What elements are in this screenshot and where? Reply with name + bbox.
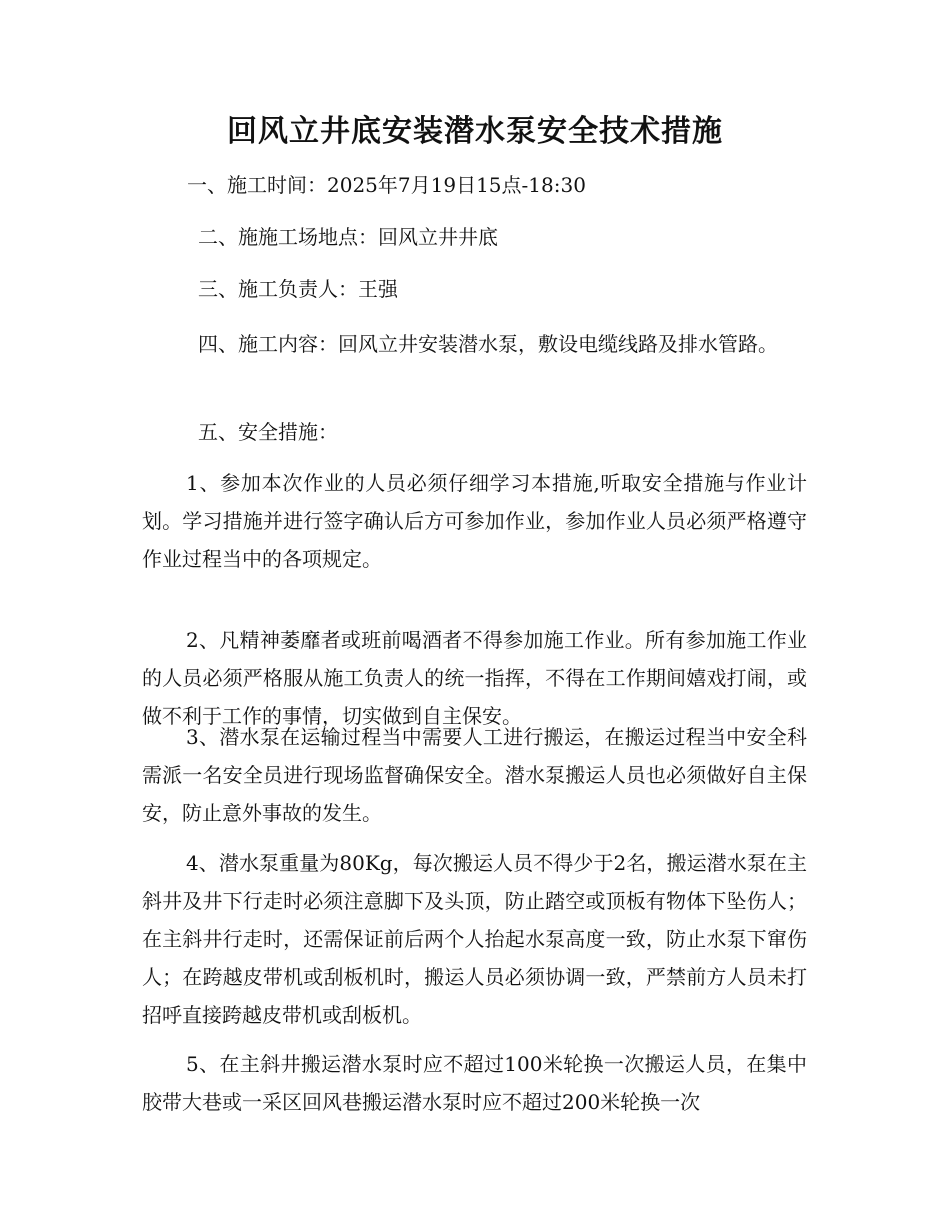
construction-content: 四、施工内容：回风立井安装潜水泵，敷设电缆线路及排水管路。 <box>198 332 778 356</box>
safety-measure-3: 3、潜水泵在运输过程当中需要人工进行搬运，在搬运过程当中安全科需派一名安全员进行现场监督确保安全。潜水泵搬运人员也必须做好自主保安，防止意外事故的发生。 <box>142 725 807 825</box>
safety-measure-2: 2、凡精神萎靡者或班前喝酒者不得参加施工作业。所有参加施工作业的人员必须严格服从施工负责人的统一指挥，不得在工作期间嬉戏打闹，或做不利于工作的事情，切实做到自主保安。 <box>142 628 807 728</box>
construction-time: 一、施工时间：2025年7月19日15点-18:30 <box>187 173 586 197</box>
document-title: 回风立井底安装潜水泵安全技术措施 <box>227 114 723 149</box>
construction-location: 二、施施工场地点：回风立井井底 <box>198 225 498 249</box>
safety-measure-1: 1、参加本次作业的人员必须仔细学习本措施,听取安全措施与作业计划。学习措施并进行签字确认后方可参加作业，参加作业人员必须严格遵守作业过程当中的各项规定。 <box>142 471 807 571</box>
safety-measure-5: 5、在主斜井搬运潜水泵时应不超过100米轮换一次搬运人员，在集中胶带大巷或一采区回风巷搬运潜水泵时应不超过200米轮换一次 <box>142 1052 807 1114</box>
safety-measure-4: 4、潜水泵重量为80Kg，每次搬运人员不得少于2名，搬运潜水泵在主斜井及井下行走时必须注意脚下及头顶，防止踏空或顶板有物体下坠伤人；在主斜井行走时，还需保证前后两个人抬起水泵高度一致，防止水泵下窜伤人；在跨越皮带机或刮板机时，搬运人员必须协调一致，严禁前方人员未打招呼直接跨越皮带机或刮板机。 <box>142 851 807 1027</box>
construction-leader: 三、施工负责人：王强 <box>198 277 398 301</box>
safety-heading: 五、安全措施： <box>198 420 338 444</box>
